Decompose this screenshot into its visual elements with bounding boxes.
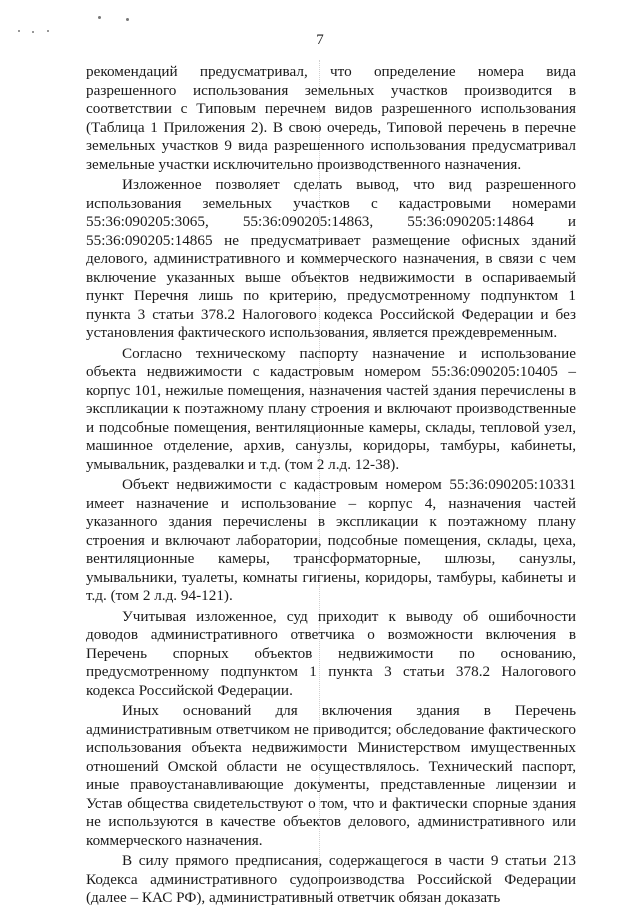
paragraph: рекомендаций предусматривал, что определение номера вида разрешенного использования земельных участков производится в соответствии с Типовым перечнем видов разрешенного использования (Таблица 1 Приложения 2). В свою очередь, Типовой перечень в перечне земельных участков 9 вида разрешенного использования предусматривал земельные участки исключительно производственного назначения.: [86, 63, 576, 173]
paragraph: Согласно техническому паспорту назначение и использование объекта недвижимости с кадастровым номером 55:36:090205:10405 – корпус 101, нежилые помещения, назначения частей здания перечислены в экспликации к поэтажному плану строения и включают производственные и подсобные помещения, вентиляционные камеры, склады, тепловой узел, машинное отделение, архив, санузлы, коридоры, тамбуры, кабинеты, умывальник, раздевалки и т.д. (том 2 л.д. 12-38).: [86, 344, 576, 473]
paragraph: Объект недвижимости с кадастровым номером 55:36:090205:10331 имеет назначение и использование – корпус 4, назначения частей указанного здания перечислены в экспликации к поэтажному плану строения и включают лаборатории, подсобные помещения, склады, цеха, вентиляционные камеры, трансформаторные, шлюзы, санузлы, умывальники, туалеты, комнаты гигиены, коридоры, тамбуры, кабинеты и т.д. (том 2 л.д. 94-121).: [86, 476, 576, 604]
paragraph: Изложенное позволяет сделать вывод, что вид разрешенного использования земельных участков с кадастровыми номерами 55:36:090205:3065, 55:36:090205:14863, 55:36:090205:14864 и 55:36:090205:14865 не предусматривает размещение офисных зданий делового, административного и коммерческого назначения, в связи с чем включение указанных выше объектов недвижимости в оспариваемый пункт Перечня лишь по критерию, предусмотренному подпунктом 1 пункта 3 статьи 378.2 Налогового кодекса Российской Федерации и без установления фактического использования, является преждевременным.: [86, 176, 576, 341]
document-body: [86, 63, 576, 910]
paragraph: В силу прямого предписания, содержащегося в части 9 статьи 213 Кодекса административного судопроизводства Российской Федерации (далее – КАС РФ), административный ответчик обязан доказать: [86, 852, 576, 906]
scan-speck: [98, 16, 101, 19]
page-number: 7: [316, 32, 324, 48]
paragraph: Учитывая изложенное, суд приходит к выводу об ошибочности доводов административного ответчика о возможности включения в Перечень спорных объектов недвижимости по основанию, предусмотренному подпунктом 1 пункта 3 статьи 378.2 Налогового кодекса Российской Федерации.: [86, 607, 576, 699]
paragraph: Иных оснований для включения здания в Перечень административным ответчиком не приводится; обследование фактического использования объекта недвижимости Министерством имущественных отношений Омской области не осуществлялось. Технический паспорт, иные правоустанавливающие документы, представленные лицензии и Устав общества свидетельствуют о том, что и фактически спорные здания не используются в качестве объектов делового, административного или коммерческого назначения.: [86, 702, 576, 849]
scan-speck: [126, 18, 129, 21]
